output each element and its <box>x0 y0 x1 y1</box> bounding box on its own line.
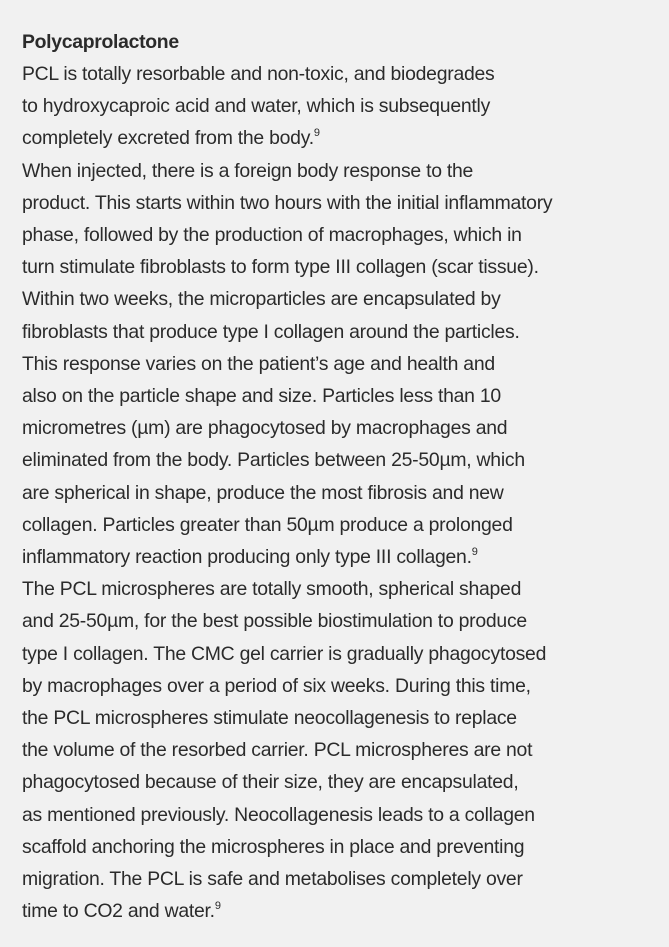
text-line <box>22 541 661 573</box>
text-line: also on the particle shape and size. Particles less than 10 <box>22 385 501 408</box>
line-text: completely excreted from the body. <box>22 127 314 150</box>
text-line: migration. The PCL is safe and metabolises completely over <box>22 868 523 891</box>
text-line: and 25-50µm, for the best possible biostimulation to produce <box>22 610 527 633</box>
text-line: as mentioned previously. Neocollagenesis leads to a collagen <box>22 803 535 826</box>
text-line: PCL is totally resorbable and non-toxic, and biodegrades <box>22 63 495 85</box>
text-line: product. This starts within two hours with the initial inflammatory <box>22 191 553 214</box>
text-line: the volume of the resorbed carrier. PCL microspheres are not <box>22 739 533 762</box>
text-line: Within two weeks, the microparticles are encapsulated by <box>22 288 501 311</box>
text-line: eliminated from the body. Particles between 25-50µm, which <box>22 449 525 472</box>
text-line: by macrophages over a period of six weeks. During this time, <box>22 674 531 697</box>
line-text: time to CO2 and water. <box>22 900 215 923</box>
text-line: scaffold anchoring the microspheres in place and preventing <box>22 835 525 858</box>
text-line: type I collagen. The CMC gel carrier is gradually phagocytosed <box>22 642 547 665</box>
section-heading: Polycaprolactone <box>22 31 179 53</box>
text-line: phase, followed by the production of macrophages, which in <box>22 224 522 247</box>
text-line <box>22 895 661 927</box>
text-line: collagen. Particles greater than 50µm produce a prolonged <box>22 513 513 536</box>
text-line: The PCL microspheres are totally smooth, spherical shaped <box>22 578 522 601</box>
text-line: fibroblasts that produce type I collagen around the particles. <box>22 320 520 343</box>
citation-superscript: 9 <box>471 545 478 558</box>
text-line: turn stimulate fibroblasts to form type III collagen (scar tissue). <box>22 256 539 279</box>
text-line: the PCL microspheres stimulate neocollagenesis to replace <box>22 707 517 730</box>
line-text: inflammatory reaction producing only type III collagen. <box>22 546 472 569</box>
text-line: are spherical in shape, produce the most fibrosis and new <box>22 481 504 504</box>
text-line: When injected, there is a foreign body response to the <box>22 159 474 182</box>
text-line: micrometres (µm) are phagocytosed by macrophages and <box>22 417 508 440</box>
text-line <box>22 122 661 154</box>
citation-superscript: 9 <box>313 126 320 139</box>
citation-superscript: 9 <box>214 899 221 912</box>
text-line: to hydroxycaproic acid and water, which is subsequently <box>22 95 491 118</box>
text-line: phagocytosed because of their size, they are encapsulated, <box>22 771 519 794</box>
text-line: This response varies on the patient’s age and health and <box>22 352 495 375</box>
